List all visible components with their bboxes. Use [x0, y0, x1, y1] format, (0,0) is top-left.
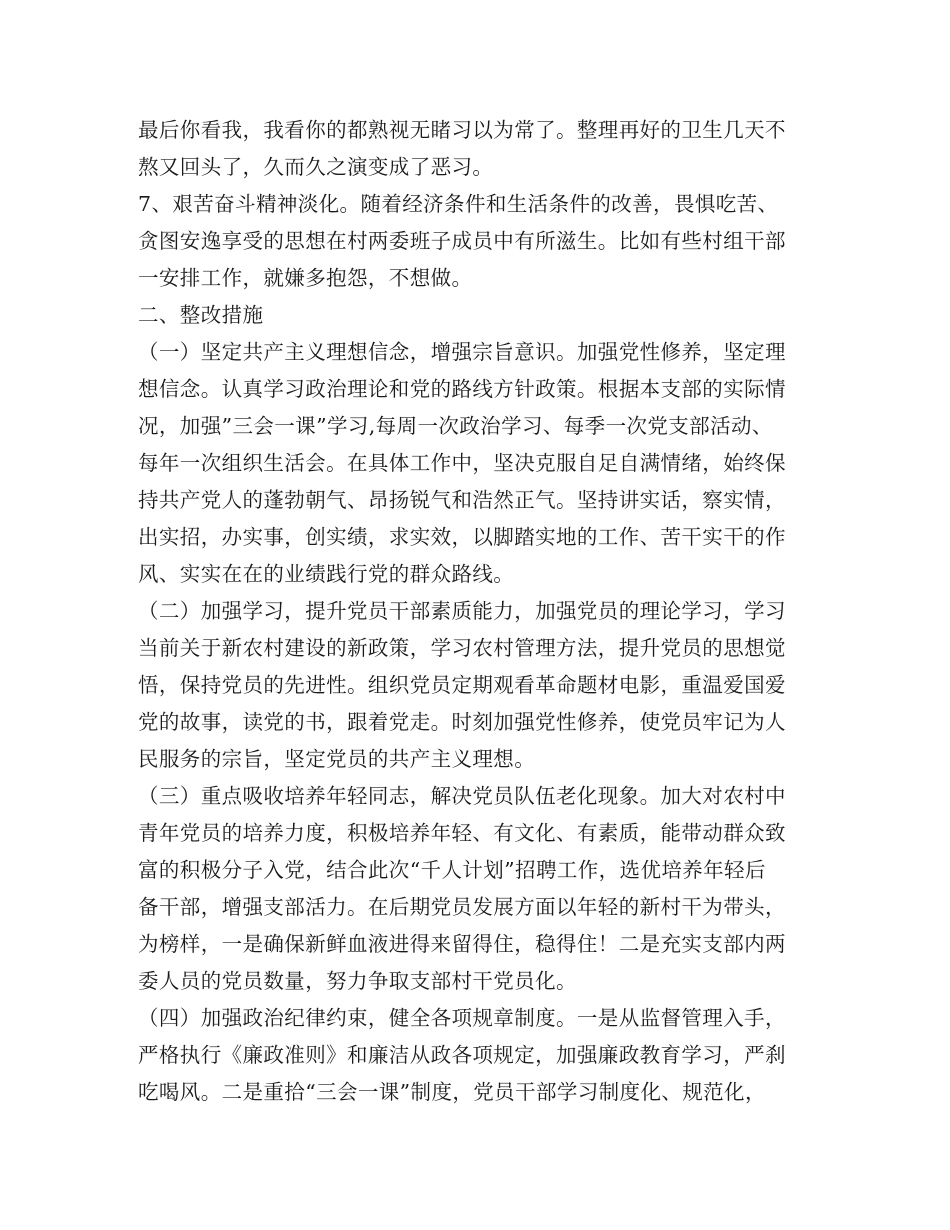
text-line: 悟，保持党员的先进性。组织党员定期观看革命题材电影，重温爱国爱: [138, 673, 786, 697]
text-line: （三）重点吸收培养年轻同志，解决党员队伍老化现象。加大对农村中: [138, 784, 786, 808]
text-line: （四）加强政治纪律约束，健全各项规章制度。一是从监督管理入手，: [138, 1006, 786, 1030]
document-body: [138, 112, 828, 1111]
text-line: 严格执行《廉政准则》和廉洁从政各项规定，加强廉政教育学习，严刹: [138, 1043, 786, 1067]
text-line: 委人员的党员数量，努力争取支部村干党员化。: [138, 969, 577, 993]
text-line: 富的积极分子入党，结合此次“千人计划”招聘工作，选优培养年轻后: [138, 858, 766, 882]
text-line: （二）加强学习，提升党员干部素质能力，加强党员的理论学习，学习: [138, 599, 786, 623]
text-line: 想信念。认真学习政治理论和党的路线方针政策。根据本支部的实际情: [138, 377, 786, 401]
text-line: 吃喝风。二是重拾“三会一课”制度，党员干部学习制度化、规范化，: [138, 1080, 766, 1104]
text-line: 最后你看我，我看你的都熟视无睹习以为常了。整理再好的卫生几天不: [138, 118, 786, 142]
text-line: 贪图安逸享受的思想在村两委班子成员中有所滋生。比如有些村组干部: [138, 229, 786, 253]
text-line: 青年党员的培养力度，积极培养年轻、有文化、有素质，能带动群众致: [138, 821, 786, 845]
section-heading: 二、整改措施: [138, 303, 264, 327]
text-line: 为榜样，一是确保新鲜血液进得来留得住，稳得住！二是充实支部内两: [138, 932, 786, 956]
text-line: 当前关于新农村建设的新政策，学习农村管理方法，提升党员的思想觉: [138, 636, 786, 660]
text-line: 熬又回头了，久而久之演变成了恶习。: [138, 155, 494, 179]
text-line: （一）坚定共产主义理想信念，增强宗旨意识。加强党性修养，坚定理: [138, 340, 786, 364]
text-line: 备干部，增强支部活力。在后期党员发展方面以年轻的新村干为带头，: [138, 895, 786, 919]
text-line: 民服务的宗旨，坚定党员的共产主义理想。: [138, 747, 536, 771]
text-line: 每年一次组织生活会。在具体工作中，坚决克服自足自满情绪，始终保: [138, 451, 786, 475]
text-line: 出实招，办实事，创实绩，求实效，以脚踏实地的工作、苦干实干的作: [138, 525, 786, 549]
text-line: 持共产党人的蓬勃朝气、昂扬锐气和浩然正气。坚持讲实话，察实情，: [138, 488, 786, 512]
text-line: 党的故事，读党的书，跟着党走。时刻加强党性修养，使党员牢记为人: [138, 710, 786, 734]
text-line: 一安排工作，就嫌多抱怨，不想做。: [138, 266, 473, 290]
text-line: 7、艰苦奋斗精神淡化。随着经济条件和生活条件的改善，畏惧吃苦、: [138, 192, 779, 216]
text-line: 况，加强”三会一课”学习,每周一次政治学习、每季一次党支部活动、: [138, 414, 773, 438]
text-line: 风、实实在在的业绩践行党的群众路线。: [138, 562, 515, 586]
